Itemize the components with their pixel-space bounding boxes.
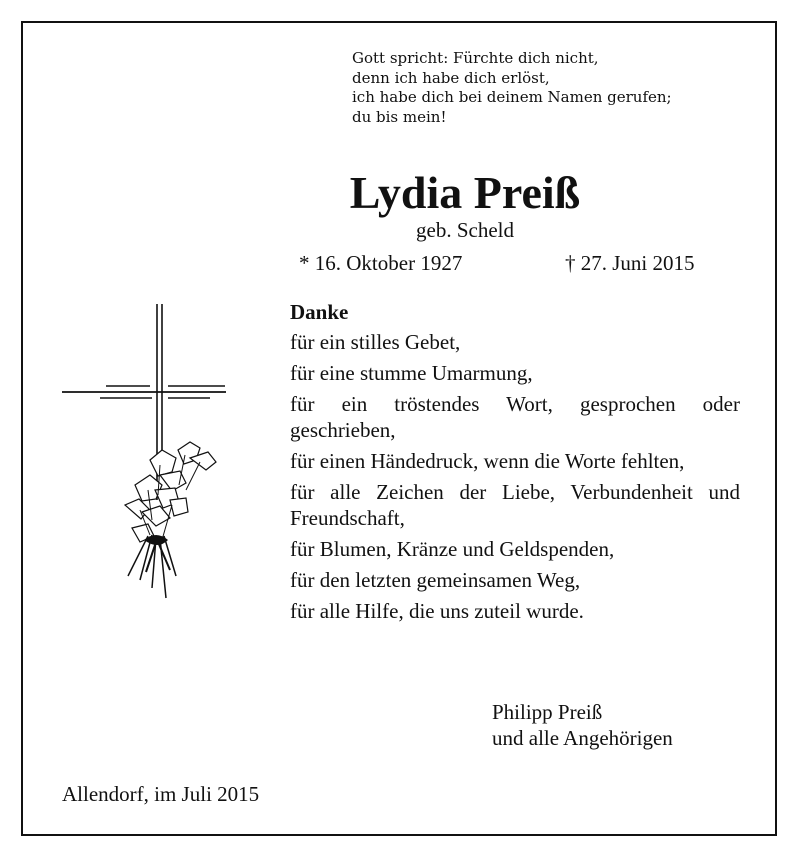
thanks-section <box>290 299 740 629</box>
list-item: für einen Händedruck, wenn die Worte fehlten, <box>290 449 685 473</box>
deceased-name: Lydia Preiß <box>349 167 581 218</box>
list-item: für alle Zeichen der Liebe, Verbundenheit und Freundschaft, <box>290 480 740 530</box>
maiden-name: geb. Scheld <box>416 218 514 242</box>
list-item: für den letzten gemeinsamen Weg, <box>290 568 581 592</box>
signature <box>492 699 673 751</box>
thanks-list <box>290 329 740 624</box>
list-item: für ein stilles Gebet, <box>290 330 461 354</box>
verse-line: du bis mein! <box>352 107 447 126</box>
verse-line: Gott spricht: Fürchte dich nicht, <box>352 49 599 67</box>
cross-with-lilies-icon <box>60 300 230 620</box>
thanks-title: Danke <box>290 300 349 324</box>
death-date: † 27. Juni 2015 <box>565 251 695 275</box>
signature-line: Philipp Preiß <box>492 700 603 724</box>
birth-date: * 16. Oktober 1927 <box>299 251 463 275</box>
signature-line: und alle Angehörigen <box>492 726 673 750</box>
bible-verse <box>352 49 672 127</box>
list-item: für eine stumme Umarmung, <box>290 361 533 385</box>
verse-line: denn ich habe dich erlöst, <box>352 68 550 87</box>
list-item: für ein tröstendes Wort, gesprochen oder geschrieben, <box>290 392 740 442</box>
verse-line: ich habe dich bei deinem Namen gerufen; <box>352 88 672 106</box>
list-item: für alle Hilfe, die uns zuteil wurde. <box>290 599 584 623</box>
list-item: für Blumen, Kränze und Geldspenden, <box>290 537 615 561</box>
place-date: Allendorf, im Juli 2015 <box>62 782 260 806</box>
